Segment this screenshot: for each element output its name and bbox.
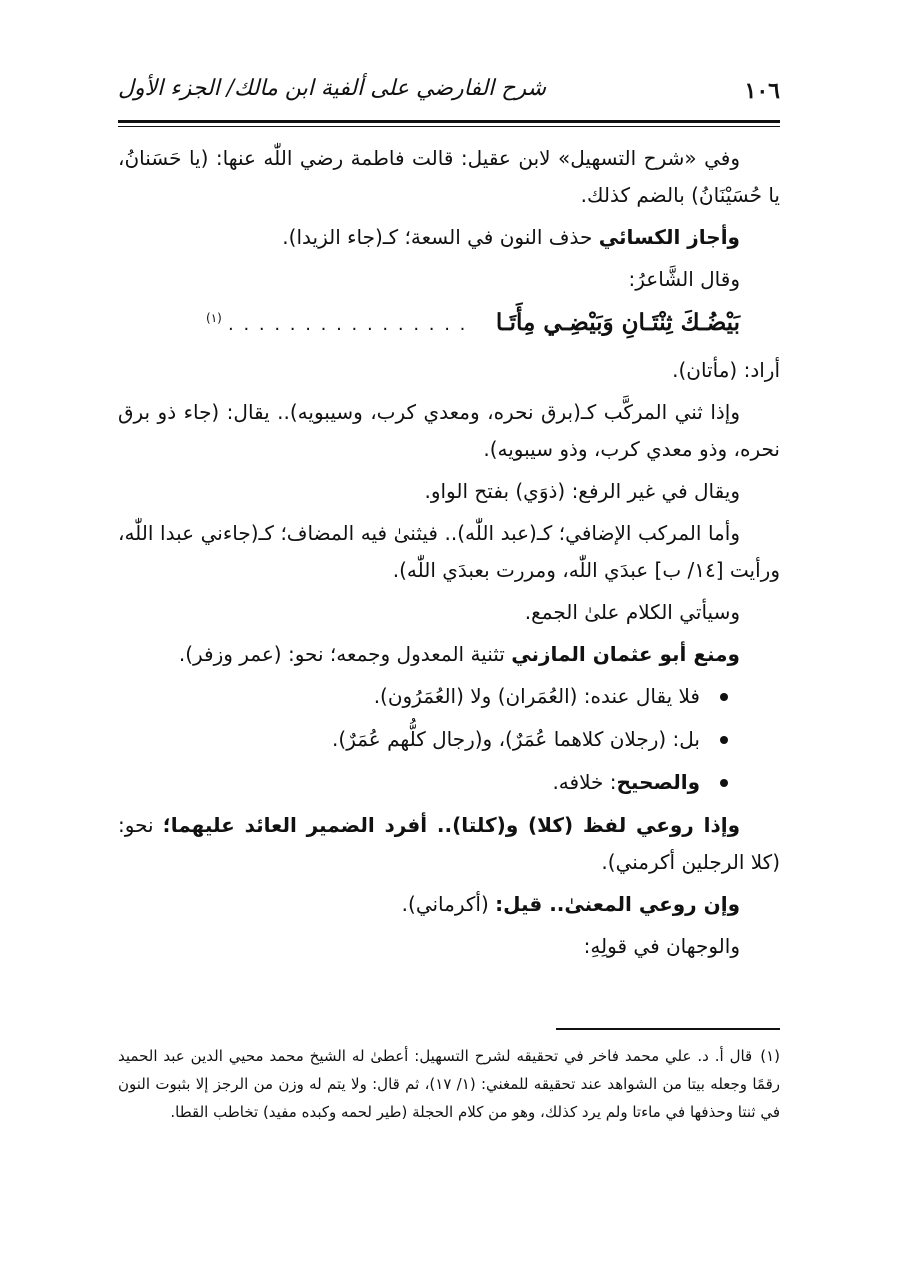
running-title: شرح الفارضي على ألفية ابن مالك/ الجزء الأول [118,76,547,101]
paragraph [118,807,780,881]
paragraph [118,219,780,256]
footnote [118,1042,780,1126]
paragraph: ويقال في غير الرفع: (ذوَي) بفتح الواو. [424,479,740,503]
paragraph: وقال الشَّاعرُ: [628,267,740,291]
bold-phrase: والصحيح [616,770,700,794]
main-text [118,140,780,970]
paragraph: والوجهان في قولِهِ: [583,934,740,958]
bullet-icon [720,736,728,744]
poetry-verse [118,304,780,346]
paragraph: وإذا ثني المركَّب كـ(برق نحره، ومعدي كرب، وسيبويه).. يقال: (جاء ذو برق نحره، وذو معدي كرب، وذو سيبويه). [118,400,780,461]
paragraph: وفي «شرح التسهيل» لابن عقيل: قالت فاطمة رضي اللّٰه عنها: (يا حَسَنانُ، يا حُسَيْنَانُ) بالضم كذلك. [118,146,780,207]
bold-phrase: ومنع أبو عثمان المازني [511,642,740,666]
verse-hemistich: بَيْضُـكَ ثِنْتَـانِ وَبَيْضِـي مِأَتَـا [495,309,740,336]
page-header [118,74,780,114]
list-item [118,721,700,758]
footnote-reference: (١) [206,311,222,325]
list-item-text: فلا يقال عنده: (العُمَران) ولا (العُمَرُون). [373,684,700,708]
paragraph-text: (أكرماني). [401,892,496,916]
bold-phrase: وإن روعي المعنىٰ.. قيل: [495,892,740,916]
list-item-text: : خلافه. [552,770,617,794]
paragraph: أراد: (مأتان). [672,358,780,382]
paragraph: وأما المركب الإضافي؛ كـ(عبد اللّٰه).. فيثنىٰ فيه المضاف؛ كـ(جاءني عبدا اللّٰه، ورأيت [١٤/ ب] عبدَي اللّٰه، ومررت بعبدَي اللّٰه). [118,521,780,582]
bullet-icon [720,779,728,787]
verse-ellipsis: . . . . . . . . . . . . . . . . [228,314,468,335]
header-rule-thick [118,120,780,123]
footnote-text: قال أ. د. علي محمد فاخر في تحقيقه لشرح التسهيل: أعطىٰ له الشيخ محمد محيي الدين عبد الحميد رقمًا وجعله بيتا من الشواهد عند تحقيقه للمغني: (١/ ١٧)، ثم قال: ولا يتم له وزن من الرجز إلا بثبوت النون في ثنتا وحذفها في ماءتا ولم يرد كذلك، وهو من كلام الحجلة (طير لحمه وكبده مفيد) تخاطب القطا. [118,1047,780,1121]
paragraph-text: حذف النون في السعة؛ كـ(جاء الزيدا). [282,225,599,249]
paragraph-text: تثنية المعدول وجمعه؛ نحو: (عمر وزفر). [178,642,512,666]
bullet-list [118,678,780,801]
footnote-separator [556,1028,780,1030]
paragraph-text: نحو: (كلا الرجلين أكرمني). [118,813,780,874]
paragraph [118,636,780,673]
paragraph: وسيأتي الكلام علىٰ الجمع. [524,600,740,624]
footnote-number: (١) [760,1047,780,1065]
paragraph [118,886,780,923]
bullet-icon [720,693,728,701]
header-rule-thin [118,126,780,127]
list-item [118,764,700,801]
page-number: ١٠٦ [744,78,780,104]
list-item-text: بل: (رجلان كلاهما عُمَرٌ)، و(رجال كلُّهم عُمَرٌ). [332,727,700,751]
list-item [118,678,700,715]
bold-phrase: وإذا روعي لفظ (كلا) و(كلتا).. أفرد الضمير العائد عليهما؛ [162,813,741,837]
bold-phrase: وأجاز الكسائي [598,225,740,249]
